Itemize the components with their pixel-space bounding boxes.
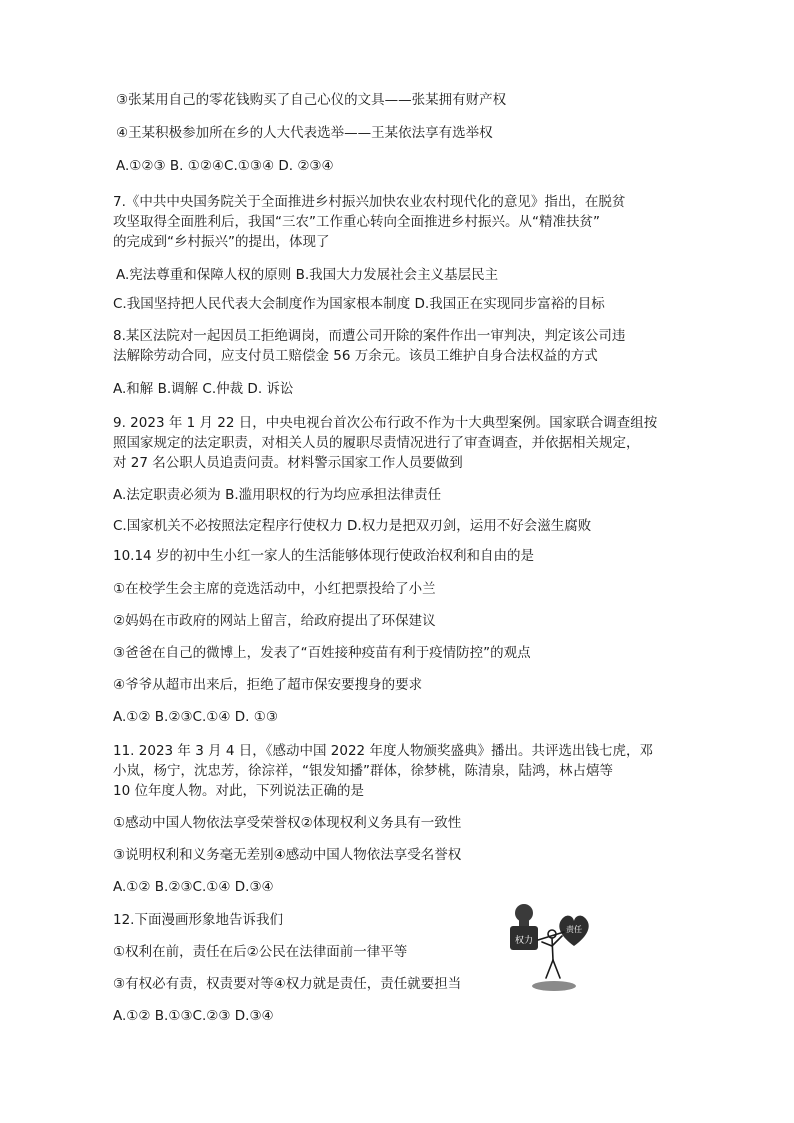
answer-choices: A.和解 B.调解 C.仲裁 D. 诉讼 (113, 381, 294, 397)
ground-shadow (532, 981, 576, 991)
power-responsibility-cartoon (500, 902, 600, 994)
question-10-text: 10.14 岁的初中生小红一家人的生活能够体现行使政治权利和自由的是 (113, 548, 534, 564)
option-line: ③张某用自己的零花钱购买了自己心仪的文具——张某拥有财产权 (116, 92, 507, 108)
option-line: ④爷爷从超市出来后，拒绝了超市保安要搜身的要求 (113, 677, 423, 693)
option-line: ①感动中国人物依法享受荣誉权②体现权利义务具有一致性 (113, 815, 462, 831)
balancing-figure-icon (538, 930, 564, 978)
answer-choices: A.①② B.②③C.①④ D. ①③ (113, 709, 278, 725)
question-9-text: 9. 2023 年 1 月 22 日，中央电视台首次公布行政不作为十大典型案例。国家联合调查组按 (113, 415, 658, 431)
answer-choices: C.国家机关不必按照法定程序行使权力 D.权力是把双刃剑，运用不好会滋生腐败 (113, 518, 592, 534)
option-line: ③爸爸在自己的微博上，发表了“百姓接种疫苗有利于疫情防控”的观点 (113, 645, 531, 661)
answer-choices: A.宪法尊重和保障人权的原则 B.我国大力发展社会主义基层民主 (116, 267, 499, 283)
responsibility-label: 责任 (566, 925, 582, 934)
option-line: ④王某积极参加所在乡的人大代表选举——王某依法享有选举权 (116, 125, 493, 141)
power-weight-icon (510, 904, 538, 950)
answer-choices: A.①②③ B. ①②④C.①③④ D. ②③④ (116, 158, 334, 174)
power-label: 权力 (514, 936, 534, 946)
question-7-text: 7.《中共中央国务院关于全面推进乡村振兴加快农业农村现代化的意见》指出，在脱贫 (113, 194, 626, 210)
question-11-text: 11. 2023 年 3 月 4 日，《感动中国 2022 年度人物颁奖盛典》播出。共评选出钱七虎，邓 (113, 743, 653, 759)
answer-choices: A.①② B.①③C.②③ D.③④ (113, 1008, 274, 1024)
answer-choices: A.①② B.②③C.①④ D.③④ (113, 879, 274, 895)
question-7-text: 攻坚取得全面胜利后，我国“三农”工作重心转向全面推进乡村振兴。从“精准扶贫” (113, 214, 600, 230)
answer-choices: C.我国坚持把人民代表大会制度作为国家根本制度 D.我国正在实现同步富裕的目标 (113, 296, 605, 312)
option-line: ①权利在前，责任在后②公民在法律面前一律平等 (113, 944, 408, 960)
question-12-text: 12.下面漫画形象地告诉我们 (113, 912, 283, 928)
question-9-text: 照国家规定的法定职责，对相关人员的履职尽责情况进行了审查调查，并依据相关规定， (113, 435, 640, 451)
answer-choices: A.法定职责必须为 B.滥用职权的行为均应承担法律责任 (113, 487, 442, 503)
option-line: ①在校学生会主席的竞选活动中，小红把票投给了小兰 (113, 581, 436, 597)
option-line: ②妈妈在市政府的网站上留言，给政府提出了环保建议 (113, 613, 436, 629)
question-8-text: 法解除劳动合同，应支付员工赔偿金 56 万余元。该员工维护自身合法权益的方式 (113, 348, 598, 364)
option-line: ③说明权利和义务毫无差别④感动中国人物依法享受名誉权 (113, 847, 462, 863)
option-line: ③有权必有责，权责要对等④权力就是责任，责任就要担当 (113, 976, 462, 992)
responsibility-heart-icon (559, 916, 588, 946)
question-11-text: 10 位年度人物。对此，下列说法正确的是 (113, 783, 364, 799)
question-11-text: 小岚，杨宁，沈忠芳，徐淙祥，“银发知播”群体，徐梦桃，陈清泉，陆鸿，林占熺等 (113, 763, 613, 779)
question-8-text: 8.某区法院对一起因员工拒绝调岗，而遭公司开除的案件作出一审判决，判定该公司违 (113, 328, 626, 344)
question-7-text: 的完成到“乡村振兴”的提出，体现了 (113, 234, 330, 250)
question-9-text: 对 27 名公职人员追责问责。材料警示国家工作人员要做到 (113, 455, 463, 471)
